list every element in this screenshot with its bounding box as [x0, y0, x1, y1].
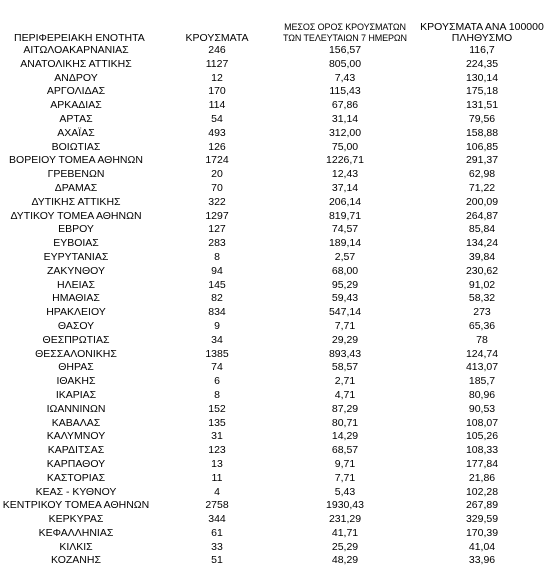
cell-cases: 493: [208, 126, 226, 139]
table-row: [0, 486, 556, 500]
table-row: [0, 527, 556, 541]
cell-region: ΘΑΣΟΥ: [57, 319, 95, 332]
cell-cases: 13: [211, 457, 223, 470]
cell-per100k: 170,39: [465, 526, 499, 539]
cell-region: ΔΡΑΜΑΣ: [54, 181, 98, 194]
cell-region: ΚΑΡΠΑΘΟΥ: [46, 457, 106, 470]
cell-per100k: 85,84: [468, 223, 496, 236]
cell-cases: 834: [208, 306, 226, 319]
cell-per100k: 131,51: [465, 99, 499, 112]
cell-region: ΔΥΤΙΚΗΣ ΑΤΤΙΚΗΣ: [31, 195, 121, 208]
cell-avg7: 1226,71: [326, 154, 364, 167]
cell-cases: 2758: [205, 499, 229, 512]
cell-per100k: 79,56: [468, 112, 496, 125]
cell-cases: 94: [211, 264, 223, 277]
table-row: [0, 265, 556, 279]
cell-per100k: 78: [476, 333, 488, 346]
cell-region: ΑΙΤΩΛΟΑΚΑΡΝΑΝΙΑΣ: [23, 44, 129, 56]
cell-region: ΚΑΡΔΙΤΣΑΣ: [47, 444, 105, 457]
cell-avg7: 67,86: [331, 99, 359, 112]
cell-per100k: 267,89: [465, 499, 499, 512]
cell-cases: 135: [208, 416, 226, 429]
cell-cases: 54: [211, 112, 223, 125]
cell-per100k: 102,28: [465, 485, 499, 498]
cell-per100k: 177,84: [465, 457, 499, 470]
cell-region: ΕΥΡΥΤΑΝΙΑΣ: [43, 250, 109, 263]
cell-per100k: 33,96: [468, 554, 496, 567]
cell-avg7: 95,29: [331, 278, 359, 291]
cell-cases: 123: [208, 444, 226, 457]
cell-cases: 1297: [205, 209, 229, 222]
cell-region: ΑΡΓΟΛΙΔΑΣ: [46, 85, 106, 98]
table-row: [0, 472, 556, 486]
cell-region: ΚΕΑΣ - ΚΥΘΝΟΥ: [35, 485, 117, 498]
cell-region: ΘΕΣΣΑΛΟΝΙΚΗΣ: [35, 347, 117, 360]
cell-region: ΒΟΙΩΤΙΑΣ: [51, 140, 101, 153]
cell-avg7: 7,71: [334, 319, 356, 332]
cell-cases: 114: [208, 99, 226, 112]
cell-avg7: 1930,43: [326, 499, 364, 512]
header-cases: ΚΡΟΥΣΜΑΤΑ: [185, 32, 249, 44]
cell-per100k: 291,37: [465, 154, 499, 167]
table-row: [0, 251, 556, 265]
table-row: [0, 417, 556, 431]
cell-cases: 8: [214, 250, 220, 263]
cell-per100k: 65,36: [468, 319, 496, 332]
cell-per100k: 329,59: [465, 513, 499, 526]
cell-avg7: 68,00: [331, 264, 359, 277]
table-header: [0, 14, 556, 44]
cell-region: ΚΟΖΑΝΗΣ: [51, 554, 101, 567]
cell-region: ΑΧΑΪΑΣ: [57, 126, 95, 139]
cell-avg7: 25,29: [331, 540, 359, 553]
cell-per100k: 273: [473, 306, 491, 319]
cell-per100k: 21,86: [468, 471, 496, 484]
cell-per100k: 105,26: [465, 430, 499, 443]
cell-avg7: 5,43: [334, 485, 356, 498]
cell-avg7: 893,43: [328, 347, 362, 360]
cell-avg7: 68,57: [331, 444, 359, 457]
table-row: [0, 334, 556, 348]
table-row: [0, 44, 556, 58]
table-row: [0, 85, 556, 99]
cell-cases: 145: [208, 278, 226, 291]
cell-cases: 6: [214, 375, 220, 388]
cell-avg7: 74,57: [331, 223, 359, 236]
cell-avg7: 2,71: [334, 375, 356, 388]
cell-region: ΗΡΑΚΛΕΙΟΥ: [46, 306, 106, 319]
cell-per100k: 413,07: [465, 361, 499, 374]
cell-avg7: 547,14: [328, 306, 362, 319]
cell-per100k: 90,53: [468, 402, 496, 415]
cell-region: ΚΑΣΤΟΡΙΑΣ: [46, 471, 106, 484]
table-row: [0, 458, 556, 472]
cell-per100k: 62,98: [468, 168, 496, 181]
cell-region: ΙΚΑΡΙΑΣ: [55, 388, 97, 401]
table-row: [0, 554, 556, 568]
cell-cases: 344: [208, 513, 226, 526]
cell-region: ΑΝΑΤΟΛΙΚΗΣ ΑΤΤΙΚΗΣ: [20, 57, 132, 70]
cell-avg7: 80,71: [331, 416, 359, 429]
table-row: [0, 127, 556, 141]
cell-avg7: 29,29: [331, 333, 359, 346]
table-row: [0, 389, 556, 403]
cell-cases: 9: [214, 319, 220, 332]
header-avg7-line2: ΤΩΝ ΤΕΛΕΥΤΑΙΩΝ 7 ΗΜΕΡΩΝ: [283, 33, 407, 43]
cell-avg7: 4,71: [334, 388, 356, 401]
header-avg7: [282, 14, 408, 44]
cell-region: ΚΑΒΑΛΑΣ: [51, 416, 101, 429]
cell-avg7: 31,14: [331, 112, 359, 125]
table-row: [0, 320, 556, 334]
cell-per100k: 80,96: [468, 388, 496, 401]
table-row: [0, 182, 556, 196]
header-avg7-line1: ΜΕΣΟΣ ΟΡΟΣ ΚΡΟΥΣΜΑΤΩΝ: [284, 22, 406, 32]
cell-avg7: 75,00: [331, 140, 359, 153]
cell-cases: 82: [211, 292, 223, 305]
cell-cases: 1724: [205, 154, 229, 167]
cell-region: ΗΜΑΘΙΑΣ: [52, 292, 100, 305]
cell-per100k: 58,32: [468, 292, 496, 305]
cell-avg7: 7,71: [334, 471, 356, 484]
cell-avg7: 805,00: [328, 57, 362, 70]
cell-per100k: 116,7: [469, 44, 495, 56]
header-per100k-line1: ΚΡΟΥΣΜΑΤΑ ΑΝΑ 100000: [420, 21, 544, 33]
table-row: [0, 72, 556, 86]
header-region: ΠΕΡΙΦΕΡΕΙΑΚΗ ΕΝΟΤΗΤΑ: [14, 32, 145, 44]
cell-avg7: 41,71: [331, 526, 359, 539]
header-per100k: [408, 14, 556, 44]
cell-cases: 246: [208, 44, 226, 56]
cell-cases: 126: [208, 140, 226, 153]
cell-per100k: 134,24: [465, 237, 499, 250]
cell-avg7: 206,14: [328, 195, 362, 208]
cell-avg7: 2,57: [334, 250, 356, 263]
cell-avg7: 115,43: [329, 85, 361, 98]
cell-cases: 283: [208, 237, 226, 250]
cell-per100k: 264,87: [465, 209, 499, 222]
cell-region: ΚΕΡΚΥΡΑΣ: [48, 513, 104, 526]
cell-region: ΒΟΡΕΙΟΥ ΤΟΜΕΑ ΑΘΗΝΩΝ: [9, 154, 143, 167]
cell-avg7: 12,43: [331, 168, 359, 181]
header-row: [0, 14, 556, 44]
cell-region: ΔΥΤΙΚΟΥ ΤΟΜΕΑ ΑΘΗΝΩΝ: [10, 209, 142, 222]
cell-cases: 322: [208, 195, 226, 208]
header-per100k-line2: ΠΛΗΘΥΣΜΟ: [451, 32, 513, 44]
cell-per100k: 200,09: [465, 195, 499, 208]
cell-cases: 20: [211, 168, 223, 181]
cell-region: ΗΛΕΙΑΣ: [56, 278, 95, 291]
cell-cases: 170: [208, 85, 226, 98]
table-row: [0, 292, 556, 306]
table-row: [0, 444, 556, 458]
table-row: [0, 58, 556, 72]
cell-cases: 31: [211, 430, 223, 443]
cell-avg7: 156,57: [328, 44, 362, 56]
cell-per100k: 124,74: [465, 347, 499, 360]
cell-region: ΘΗΡΑΣ: [58, 361, 94, 374]
cell-avg7: 189,14: [328, 237, 362, 250]
cell-avg7: 58,57: [331, 361, 359, 374]
cell-region: ΓΡΕΒΕΝΩΝ: [47, 168, 105, 181]
cell-avg7: 231,29: [328, 513, 362, 526]
cell-region: ΙΘΑΚΗΣ: [56, 375, 96, 388]
cell-avg7: 819,71: [328, 209, 362, 222]
cell-region: ΑΡΤΑΣ: [59, 112, 93, 125]
table-row: [0, 499, 556, 513]
table-row: [0, 403, 556, 417]
cell-cases: 51: [211, 554, 223, 567]
cell-avg7: 37,14: [331, 181, 359, 194]
cell-avg7: 59,43: [331, 292, 359, 305]
cell-cases: 1127: [205, 57, 229, 70]
cell-region: ΘΕΣΠΡΩΤΙΑΣ: [42, 333, 110, 346]
table-row: [0, 306, 556, 320]
cell-cases: 8: [214, 388, 220, 401]
table-row: [0, 99, 556, 113]
cell-cases: 34: [211, 333, 223, 346]
cell-per100k: 108,07: [465, 416, 499, 429]
cell-cases: 127: [208, 223, 226, 236]
table-row: [0, 430, 556, 444]
table-row: [0, 113, 556, 127]
cell-region: ΕΥΒΟΙΑΣ: [53, 237, 99, 250]
cell-avg7: 9,71: [334, 457, 356, 470]
cell-region: ΑΡΚΑΔΙΑΣ: [50, 99, 102, 112]
cell-per100k: 230,62: [465, 264, 499, 277]
cell-per100k: 224,35: [465, 57, 499, 70]
cell-per100k: 71,22: [468, 181, 496, 194]
cell-per100k: 106,85: [465, 140, 499, 153]
cell-per100k: 158,88: [465, 126, 499, 139]
cell-cases: 70: [211, 181, 223, 194]
cell-avg7: 7,43: [334, 71, 356, 84]
table-row: [0, 223, 556, 237]
table-row: [0, 154, 556, 168]
table-row: [0, 279, 556, 293]
cell-cases: 12: [211, 71, 223, 84]
table-row: [0, 237, 556, 251]
cell-per100k: 91,02: [468, 278, 496, 291]
cell-cases: 61: [211, 526, 223, 539]
cell-cases: 152: [208, 402, 226, 415]
cell-per100k: 41,04: [468, 540, 496, 553]
cell-region: ΖΑΚΥΝΘΟΥ: [46, 264, 105, 277]
cell-per100k: 108,33: [465, 444, 499, 457]
table-row: [0, 210, 556, 224]
cell-cases: 11: [211, 471, 223, 484]
table-row: [0, 168, 556, 182]
cell-region: ΚΕΝΤΡΙΚΟΥ ΤΟΜΕΑ ΑΘΗΝΩΝ: [2, 499, 150, 512]
table-row: [0, 513, 556, 527]
cell-region: ΚΙΛΚΙΣ: [59, 540, 93, 553]
table-row: [0, 348, 556, 362]
cell-per100k: 185,7: [468, 375, 496, 388]
cell-cases: 1385: [205, 347, 229, 360]
cell-region: ΚΑΛΥΜΝΟΥ: [46, 430, 106, 443]
cell-region: ΙΩΑΝΝΙΝΩΝ: [46, 402, 106, 415]
table-row: [0, 361, 556, 375]
cell-per100k: 175,18: [465, 85, 499, 98]
cell-cases: 74: [211, 361, 223, 374]
cell-avg7: 87,29: [331, 402, 359, 415]
cell-avg7: 312,00: [328, 126, 362, 139]
cell-per100k: 39,84: [468, 250, 496, 263]
cell-avg7: 48,29: [331, 554, 359, 567]
cell-region: ΑΝΔΡΟΥ: [54, 71, 98, 84]
table-row: [0, 196, 556, 210]
cell-cases: 33: [211, 540, 223, 553]
table-row: [0, 375, 556, 389]
cell-region: ΕΒΡΟΥ: [58, 223, 94, 236]
cell-region: ΚΕΦΑΛΛΗΝΙΑΣ: [38, 526, 114, 539]
table-row: [0, 541, 556, 555]
table-body: [0, 44, 556, 568]
cell-avg7: 14,29: [331, 430, 359, 443]
table-row: [0, 141, 556, 155]
regional-cases-table: [0, 14, 556, 568]
cell-cases: 4: [214, 485, 220, 498]
cell-per100k: 130,14: [465, 71, 499, 84]
